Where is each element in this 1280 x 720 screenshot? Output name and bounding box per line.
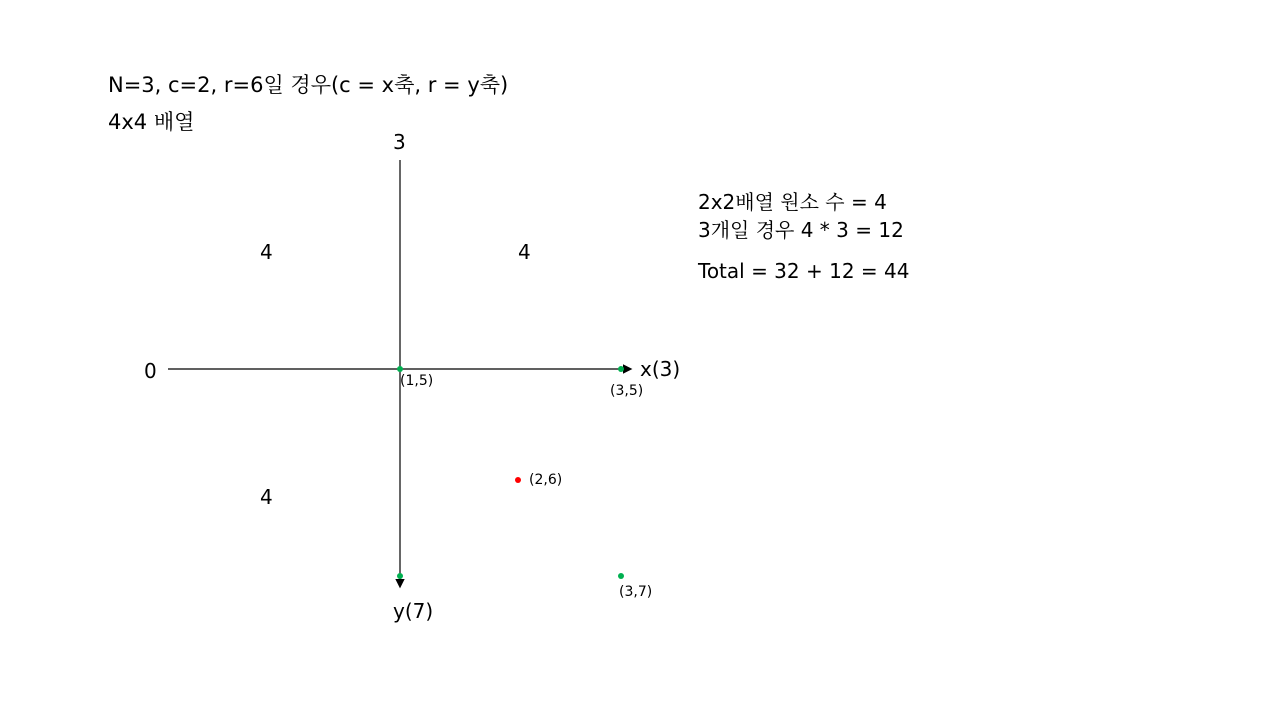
point-1-5-dot [397, 366, 403, 372]
point-1-5-label: (1,5) [400, 373, 434, 389]
point-3-5-dot [618, 366, 624, 372]
point-3-7-label: (3,7) [619, 584, 653, 600]
point-3-7-dot [618, 573, 624, 579]
note-element-count: 2x2배열 원소 수 = 4 [698, 190, 887, 214]
heading-condition: N=3, c=2, r=6일 경우(c = x축, r = y축) [108, 73, 509, 97]
left-axis-label: 0 [144, 359, 157, 383]
quadrant-top-right-count: 4 [518, 240, 531, 264]
note-three-case: 3개일 경우 4 * 3 = 12 [698, 218, 904, 242]
point-2-6-dot [515, 477, 521, 483]
heading-array-size: 4x4 배열 [108, 110, 195, 134]
quadrant-top-left-count: 4 [260, 240, 273, 264]
top-axis-label: 3 [393, 130, 406, 154]
note-total: Total = 32 + 12 = 44 [698, 259, 910, 283]
x-axis-label: x(3) [640, 357, 681, 381]
point-3-5-label: (3,5) [610, 383, 644, 399]
point-2-6-label: (2,6) [529, 472, 563, 488]
point-y-axis-end-dot [397, 573, 403, 579]
y-axis-label: y(7) [393, 599, 434, 623]
quadrant-bottom-left-count: 4 [260, 485, 273, 509]
